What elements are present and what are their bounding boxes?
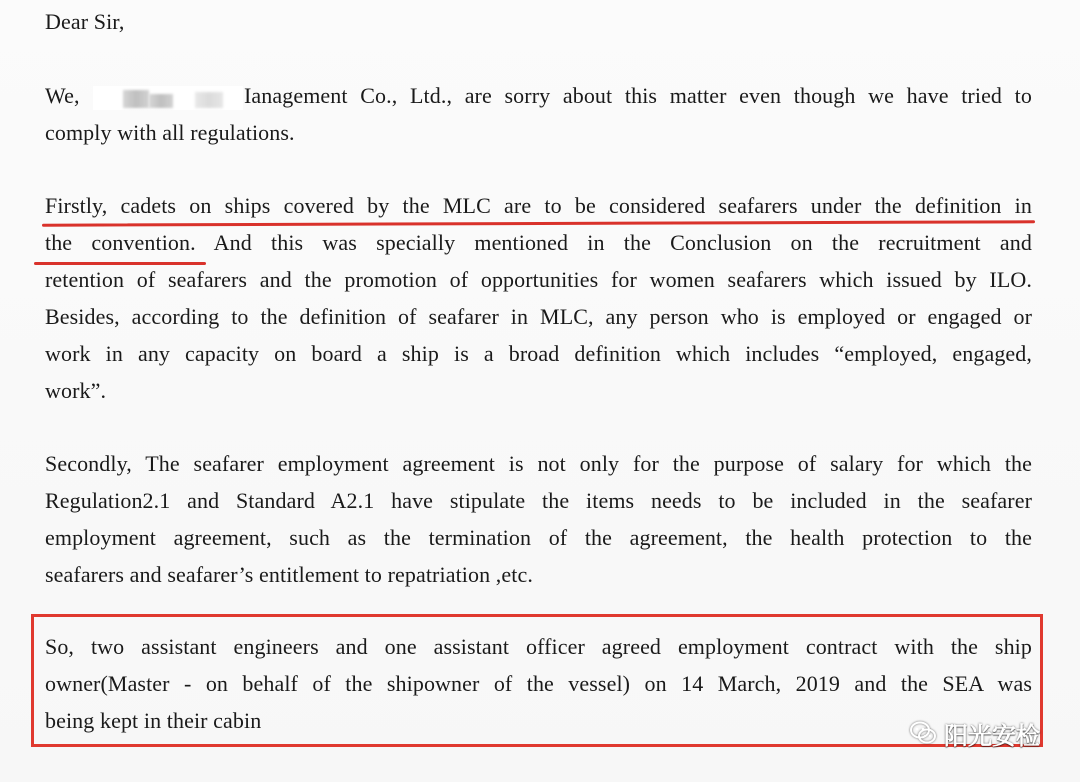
p2-line1: Firstly, cadets on ships covered by the MLC are to be considered seafarers under the definition in [45, 193, 1032, 218]
redacted-company-name [93, 86, 243, 110]
p3-line4: seafarers and seafarer’s entitlement to repatriation ,etc. [45, 562, 533, 587]
p2-line4: Besides, according to the definition of seafarer in MLC, any person who is employed or engaged or [45, 304, 1032, 329]
p3-line3: employment agreement, such as the termination of the agreement, the health protection to the [45, 525, 1032, 550]
p2-line5: work in any capacity on board a ship is a broad definition which includes “employed, engaged, [45, 341, 1032, 366]
watermark-text: 阳光安检 [944, 721, 1040, 750]
p1-line1-start: We, [45, 83, 80, 108]
highlight-underline-line2 [34, 262, 206, 265]
p4-line1: So, two assistant engineers and one assistant officer agreed employment contract with the ship [45, 634, 1032, 659]
p2-line6: work”. [45, 378, 107, 403]
p2-line2: the convention. And this was specially mentioned in the Conclusion on the recruitment and [45, 230, 1032, 255]
p1-line1-rest [244, 82, 1032, 110]
p1-line2: comply with all regulations. [45, 120, 295, 145]
wechat-icon [908, 718, 938, 748]
p3-line1: Secondly, The seafarer employment agreement is not only for the purpose of salary for which the [45, 451, 1032, 476]
salutation: Dear Sir, [45, 9, 125, 34]
p3-line2: Regulation2.1 and Standard A2.1 have stipulate the items needs to be included in the seafarer [45, 488, 1032, 513]
p4-line3: being kept in their cabin [45, 708, 262, 733]
p2-line3: retention of seafarers and the promotion of opportunities for women seafarers which issued by ILO. [45, 267, 1032, 292]
watermark [908, 717, 1040, 749]
highlight-underline-line1 [42, 220, 1035, 226]
p1-line1-text: Ianagement Co., Ltd., are sorry about this matter even though we have tried to [244, 83, 1032, 108]
p4-line2: owner(Master - on behalf of the shipowner of the vessel) on 14 March, 2019 and the SEA was [45, 671, 1032, 696]
